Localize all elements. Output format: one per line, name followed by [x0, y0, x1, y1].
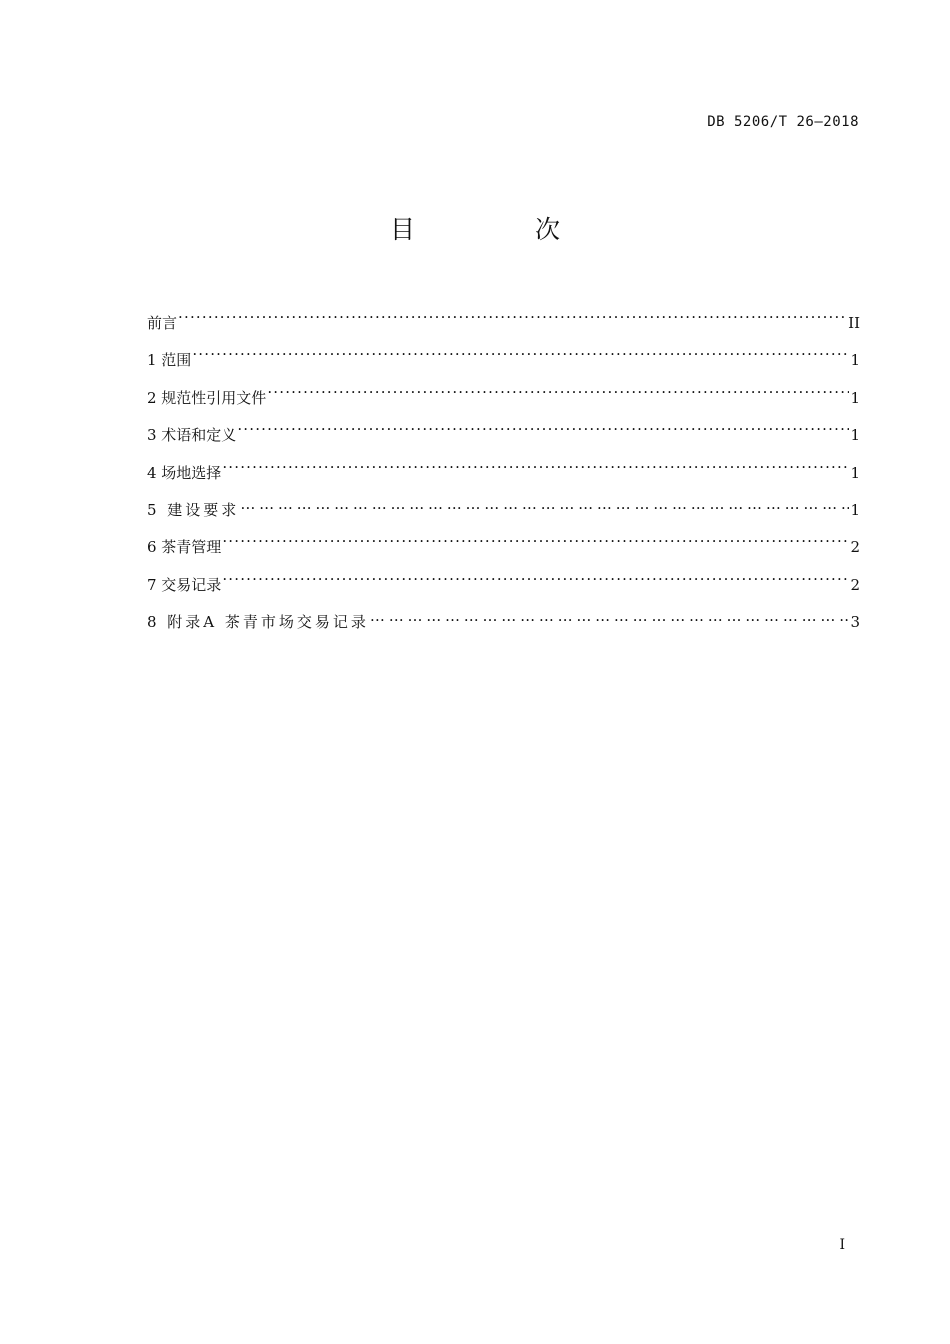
- toc-entry-label: 2 规范性引用文件: [147, 388, 267, 407]
- toc-entry-label: 前言: [147, 314, 178, 332]
- toc-entry-label: 1 范围: [147, 351, 192, 370]
- page-number: I: [839, 1237, 845, 1253]
- dot-leader: [240, 493, 849, 515]
- page-title: 目 次: [390, 215, 616, 244]
- toc-entry-page: 3: [850, 613, 860, 632]
- toc-entry-label: 5 建设要求: [147, 500, 240, 519]
- dot-leader: [222, 530, 849, 552]
- dot-leader: [178, 306, 847, 328]
- toc-entry-construction-requirements[interactable]: [147, 493, 860, 530]
- toc-entry-page: 1: [850, 388, 860, 407]
- dot-leader: [237, 418, 849, 440]
- toc-entry-label: 4 场地选择: [147, 463, 222, 482]
- dot-leader: [222, 568, 849, 590]
- document-code: DB 5206/T 26—2018: [707, 114, 859, 130]
- toc-entry-scope[interactable]: [147, 343, 860, 380]
- toc-entry-site-selection[interactable]: [147, 456, 860, 493]
- toc-entry-page: 1: [850, 500, 860, 519]
- toc-entry-page: 2: [850, 575, 860, 594]
- toc-entry-page: 2: [850, 538, 860, 557]
- toc-entry-page: II: [848, 314, 860, 332]
- toc-entry-transaction-records[interactable]: [147, 568, 860, 605]
- toc-entry-page: 1: [850, 463, 860, 482]
- toc-entry-normative-references[interactable]: [147, 381, 860, 418]
- toc-entry-label: 8 附录A 茶青市场交易记录: [147, 613, 369, 632]
- dot-leader: [222, 456, 849, 478]
- toc-entry-label: 3 术语和定义: [147, 426, 237, 445]
- toc-entry-label: 6 茶青管理: [147, 538, 222, 557]
- toc-entry-page: 1: [850, 351, 860, 370]
- dot-leader: [370, 605, 850, 627]
- dot-leader: [192, 343, 849, 365]
- toc-entry-foreword[interactable]: [147, 306, 860, 343]
- toc-entry-tea-leaf-management[interactable]: [147, 530, 860, 567]
- toc-entry-terms-definitions[interactable]: [147, 418, 860, 455]
- toc-entry-page: 1: [850, 426, 860, 445]
- toc-entry-appendix-a[interactable]: [147, 605, 860, 642]
- dot-leader: [267, 381, 849, 403]
- table-of-contents: [147, 306, 860, 643]
- toc-entry-label: 7 交易记录: [147, 575, 222, 594]
